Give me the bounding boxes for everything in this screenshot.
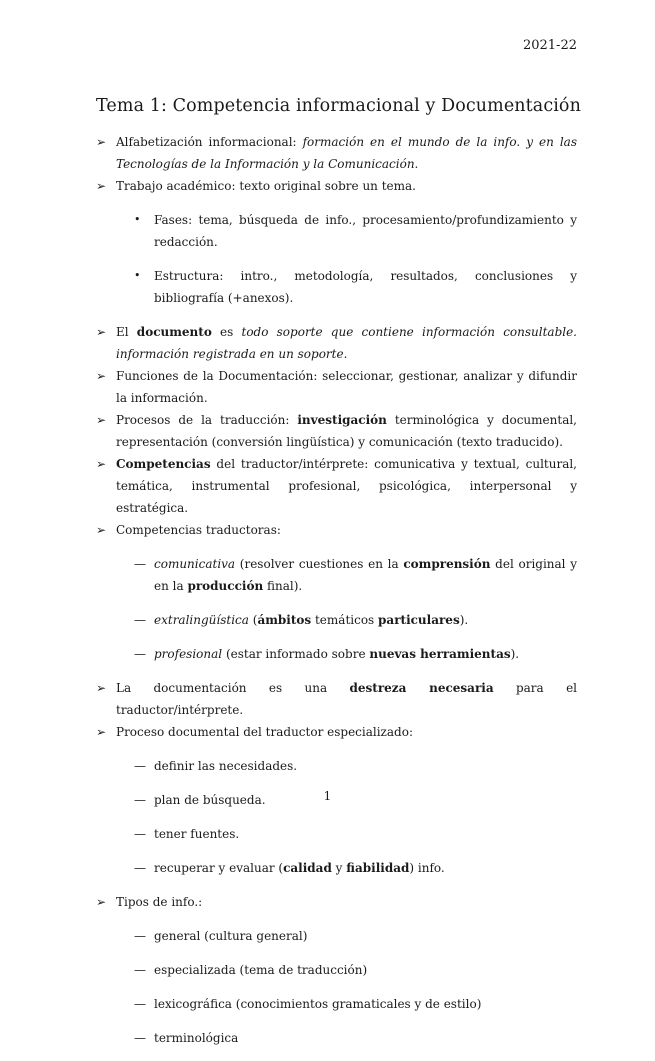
- sub-item-estructura: [96, 265, 577, 309]
- dash-bullet-icon: —: [134, 963, 146, 977]
- item-text: general (cultura general): [154, 929, 308, 943]
- item-text: final).: [263, 579, 303, 593]
- arrow-bullet-icon: ➢: [96, 369, 107, 383]
- item-text: del original y en la: [154, 557, 577, 593]
- item-text: definir las necesidades.: [154, 759, 298, 773]
- item-text: ) info.: [409, 861, 445, 875]
- item-text: terminológica y documental, representación (conversión lingüística) y comunicación (texto traducido).: [116, 413, 577, 449]
- item-text: especializada (tema de traducción): [154, 963, 368, 977]
- item-text: La documentación es una: [116, 681, 350, 695]
- list-item-proceso-documental: [96, 721, 577, 743]
- arrow-bullet-icon: ➢: [96, 725, 107, 739]
- sub-item-fases: [96, 209, 577, 253]
- item-text: lexicográfica (conocimientos gramaticales y de estilo): [154, 997, 482, 1011]
- dash-item-terminologica: [96, 1027, 577, 1049]
- list-item-procesos: [96, 409, 577, 453]
- dash-item-general: [96, 925, 577, 947]
- dash-item-tener: [96, 823, 577, 845]
- item-text: Trabajo académico: texto original sobre un tema.: [116, 179, 416, 193]
- dot-bullet-icon: •: [134, 213, 141, 226]
- item-text: ).: [510, 647, 520, 661]
- item-text: recuperar y evaluar (: [154, 861, 284, 875]
- list-item-documento: [96, 321, 577, 365]
- dash-bullet-icon: —: [134, 647, 146, 661]
- bold-term: Competencias: [116, 457, 211, 471]
- dash-item-especializada: [96, 959, 577, 981]
- bold-term: documento: [136, 325, 212, 339]
- item-text: del traductor/intérprete: comunicativa y textual, cultural, temática, instrumental profesional, psicológica, interpersonal y estratégica.: [116, 457, 577, 515]
- list-item-competencias: [96, 453, 577, 519]
- dash-item-comunicativa: [96, 553, 577, 597]
- arrow-bullet-icon: ➢: [96, 413, 107, 427]
- bold-term: comprensión: [403, 557, 491, 571]
- item-text: Competencias traductoras:: [116, 523, 281, 537]
- item-text: Procesos de la traducción:: [116, 413, 298, 427]
- item-text: para el traductor/intérprete.: [116, 681, 578, 717]
- item-text: Alfabetización informacional:: [116, 135, 303, 149]
- item-text: Estructura: intro., metodología, resultados, conclusiones y bibliografía (+anexos).: [154, 269, 577, 305]
- arrow-bullet-icon: ➢: [96, 179, 107, 193]
- dash-item-recuperar: [96, 857, 577, 879]
- item-text: ).: [459, 613, 469, 627]
- list-item-trabajo: [96, 175, 577, 197]
- item-definition: todo soporte que contiene información consultable. información registrada en un soporte.: [116, 325, 577, 361]
- dash-bullet-icon: —: [134, 793, 146, 807]
- arrow-bullet-icon: ➢: [96, 523, 107, 537]
- list-item-competencias-traductoras: [96, 519, 577, 541]
- item-text: Tipos de info.:: [116, 895, 203, 909]
- dot-bullet-icon: •: [134, 269, 141, 282]
- page-title: Tema 1: Competencia informacional y Documentación: [96, 96, 581, 116]
- item-text: (estar informado sobre: [222, 647, 370, 661]
- arrow-bullet-icon: ➢: [96, 895, 107, 909]
- document-body: [96, 131, 577, 1061]
- dash-bullet-icon: —: [134, 613, 146, 627]
- list-item-tipos: [96, 891, 577, 913]
- item-term: comunicativa: [154, 557, 236, 571]
- item-text: terminológica: [154, 1031, 239, 1045]
- dash-bullet-icon: —: [134, 997, 146, 1011]
- dash-bullet-icon: —: [134, 827, 146, 841]
- list-item-alfabetizacion: [96, 131, 577, 175]
- dash-bullet-icon: —: [134, 929, 146, 943]
- item-text: plan de búsqueda.: [154, 793, 266, 807]
- arrow-bullet-icon: ➢: [96, 681, 107, 695]
- arrow-bullet-icon: ➢: [96, 457, 107, 471]
- bold-term: fiabilidad: [346, 861, 410, 875]
- item-text: y: [331, 861, 347, 875]
- bold-term: ámbitos: [257, 613, 312, 627]
- bold-term: producción: [187, 579, 264, 593]
- dash-item-extralinguistica: [96, 609, 577, 631]
- item-text: es: [211, 325, 242, 339]
- item-text: Funciones de la Documentación: seleccionar, gestionar, analizar y difundir la información.: [116, 369, 577, 405]
- item-text: (resolver cuestiones en la: [235, 557, 404, 571]
- item-text: tener fuentes.: [154, 827, 240, 841]
- bold-term: investigación: [297, 413, 387, 427]
- dash-item-definir: [96, 755, 577, 777]
- item-text: Fases: tema, búsqueda de info., procesamiento/profundizamiento y redacción.: [154, 213, 577, 249]
- dash-bullet-icon: —: [134, 1031, 146, 1045]
- item-text: Proceso documental del traductor especializado:: [116, 725, 413, 739]
- dash-item-profesional: [96, 643, 577, 665]
- list-item-destreza: [96, 677, 577, 721]
- item-term: extralingüística: [154, 613, 249, 627]
- bold-term: nuevas herramientas: [369, 647, 511, 661]
- arrow-bullet-icon: ➢: [96, 135, 107, 149]
- item-definition: formación en el mundo de la info. y en las Tecnologías de la Información y la Comunicación.: [116, 135, 577, 171]
- bold-term: particulares: [378, 613, 460, 627]
- dash-item-lexicografica: [96, 993, 577, 1015]
- dash-bullet-icon: —: [134, 557, 146, 571]
- item-text: El: [116, 325, 137, 339]
- item-text: temáticos: [311, 613, 379, 627]
- dash-bullet-icon: —: [134, 759, 146, 773]
- page-number: 1: [323, 789, 332, 803]
- header-year: 2021-22: [522, 38, 577, 53]
- bold-term: calidad: [283, 861, 332, 875]
- item-text: (: [248, 613, 258, 627]
- item-term: profesional: [154, 647, 223, 661]
- list-item-funciones: [96, 365, 577, 409]
- bold-term: destreza necesaria: [349, 681, 494, 695]
- arrow-bullet-icon: ➢: [96, 325, 107, 339]
- dash-bullet-icon: —: [134, 861, 146, 875]
